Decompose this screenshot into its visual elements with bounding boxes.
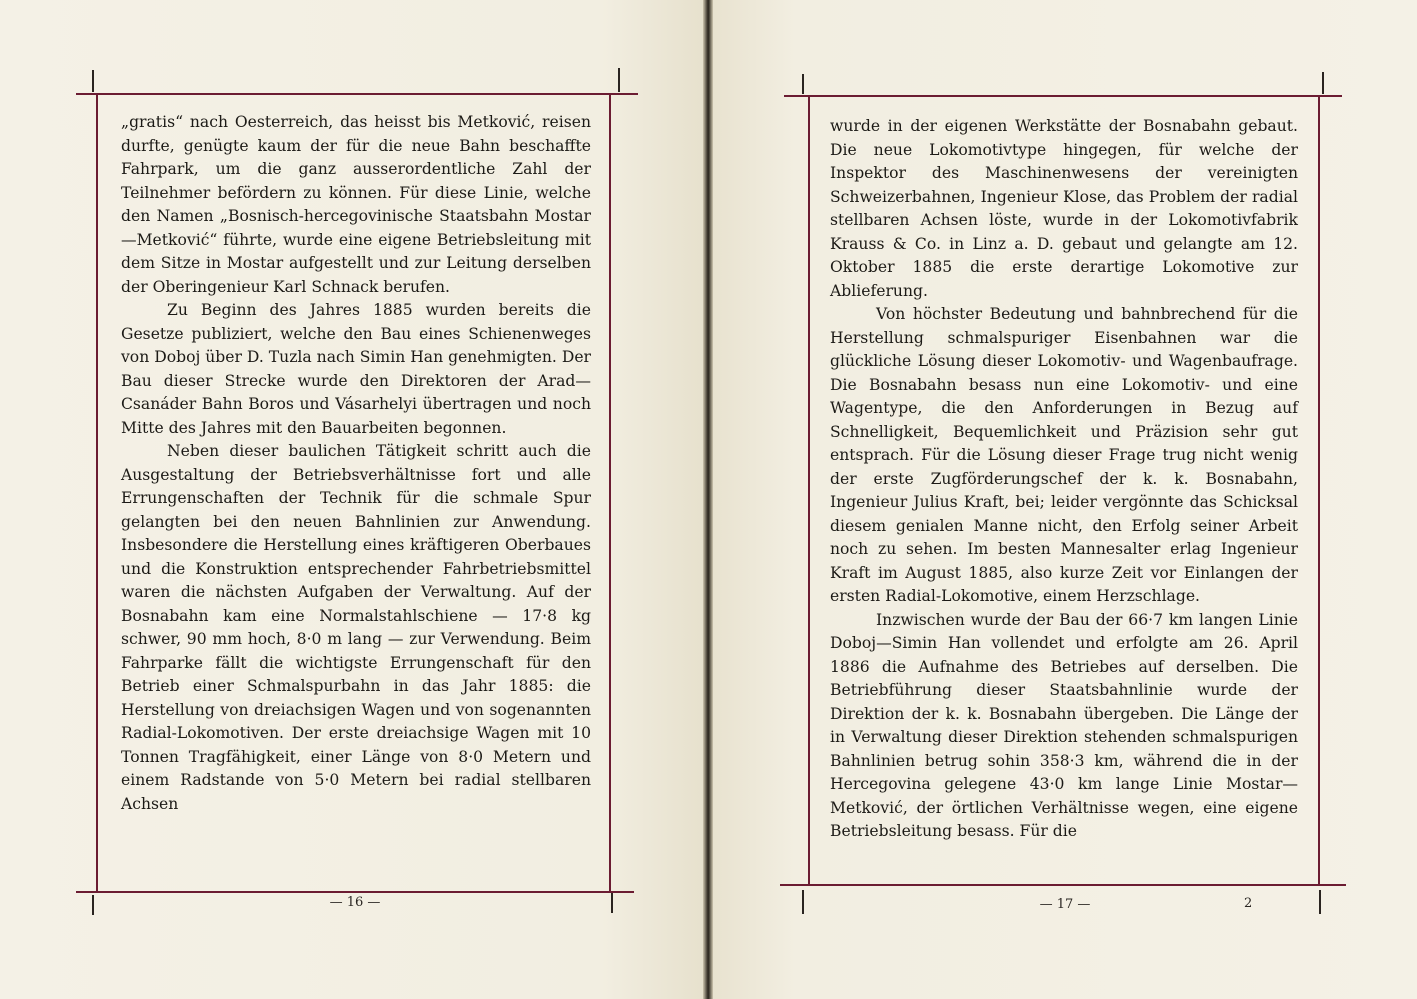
left-paragraph-1: „gratis“ nach Oesterreich, das heisst bis Metković, reisen durfte, genügte kaum der für die neue Bahn beschaffte Fahrpark, um die ganz ausserordentliche Zahl der Teilnehmer befördern zu können. Für diese Linie, welche den Namen „Bosnisch-hercegovinische Staatsbahn Mostar—Metković“ führte, wurde eine eigene Betriebsleitung mit dem Sitze in Mostar aufgestellt und zur Leitung derselben der Oberingenieur Karl Schnack berufen. [121,113,591,296]
right-page-text [830,115,1298,844]
left-tick-top-left [92,70,94,92]
left-tick-top-right [618,68,620,92]
right-tick-top-left [802,74,804,94]
right-paragraph-2: Von höchster Bedeutung und bahnbrechend für die Herstellung schmalspuriger Eisenbahnen war die glückliche Lösung dieser Lokomotiv- und Wagenbaufrage. Die Bosnabahn besass nun eine Lokomotiv- und eine Wagentype, die den Anforderungen in Bezug auf Schnelligkeit, Bequemlichkeit und Präzision sehr gut entsprach. Für die Lösung dieser Frage trug nicht wenig der erste Zugförderungschef der k. k. Bosnabahn, Ingenieur Julius Kraft, bei; leider vergönnte das Schicksal diesem genialen Manne nicht, den Erfolg seiner Arbeit noch zu sehen. Im besten Mannesalter erlag Ingenieur Kraft im August 1885, also kurze Zeit vor Einlangen der ersten Radial-Lokomotive, einem Herzschlage. [830,305,1298,605]
left-page-number: — 16 — [329,895,381,910]
right-tick-bottom-left [802,890,804,914]
right-frame-top-rule [784,95,1342,97]
left-page-text [121,111,591,816]
left-tick-bottom-right [611,893,613,913]
left-paragraph-3: Neben dieser baulichen Tätigkeit schritt auch die Ausgestaltung der Betriebsverhältnisse fort und alle Errungenschaften der Technik für die schmale Spur gelangten bei den neuen Bahnlinien zur Anwendung. Insbesondere die Herstellung eines kräftigeren Oberbaues und die Konstruktion entsprechender Fahrbetriebsmittel waren die nächsten Aufgaben der Verwaltung. Auf der Bosnabahn kam eine Normalstahlschiene — 17·8 kg schwer, 90 mm hoch, 8·0 m lang — zur Verwendung. Beim Fahrparke fällt die wichtigste Errungenschaft für den Betrieb einer Schmalspurbahn in das Jahr 1885: die Herstellung von dreiachsigen Wagen und von sogenannten Radial-Lokomotiven. Der erste dreiachsige Wagen mit 10 Tonnen Tragfähigkeit, einer Länge von 8·0 Metern und einem Radstande von 5·0 Metern bei radial stellbaren Achsen [121,442,591,813]
signature-mark: 2 [1244,896,1253,911]
book-gutter [703,0,713,999]
right-paragraph-1: wurde in der eigenen Werkstätte der Bosnabahn gebaut. Die neue Lokomotivtype hingegen, für welche der Inspektor des Maschinenwesens der vereinigten Schweizerbahnen, Ingenieur Klose, das Problem der radial stellbaren Achsen löste, wurde in der Lokomotivfabrik Krauss & Co. in Linz a. D. gebaut und gelangte am 12. Oktober 1885 die erste derartige Lokomotive zur Ablieferung. [830,117,1298,300]
left-frame-bottom-rule [76,891,634,893]
left-frame-left-rule [96,93,98,893]
right-frame-bottom-rule [780,884,1346,886]
left-paragraph-2: Zu Beginn des Jahres 1885 wurden bereits die Gesetze publiziert, welche den Bau eines Schienenweges von Doboj über D. Tuzla nach Simin Han genehmigten. Der Bau dieser Strecke wurde den Direktoren der Arad—Csanáder Bahn Boros und Vásarhelyi übertragen und noch Mitte des Jahres mit den Bauarbeiten begonnen. [121,301,592,437]
right-page-number: — 17 — [1039,897,1091,912]
right-tick-top-right [1322,72,1324,94]
right-tick-bottom-right [1319,890,1321,914]
right-frame-left-rule [808,95,810,886]
left-frame-top-rule [76,93,638,95]
right-paragraph-3: Inzwischen wurde der Bau der 66·7 km langen Linie Doboj—Simin Han vollendet und erfolgte am 26. April 1886 die Aufnahme des Betriebes auf derselben. Die Betriebführung dieser Staatsbahnlinie wurde der Direktion der k. k. Bosnabahn übergeben. Die Länge der in Verwaltung dieser Direktion stehenden schmalspurigen Bahnlinien betrug sohin 358·3 km, während die in der Hercegovina gelegene 43·0 km lange Linie Mostar—Metković, der örtlichen Verhältnisse wegen, eine eigene Betriebsleitung besass. Für die [830,610,1298,840]
right-frame-right-rule [1318,95,1320,886]
left-tick-bottom-left [92,895,94,915]
left-frame-right-rule [609,93,611,893]
